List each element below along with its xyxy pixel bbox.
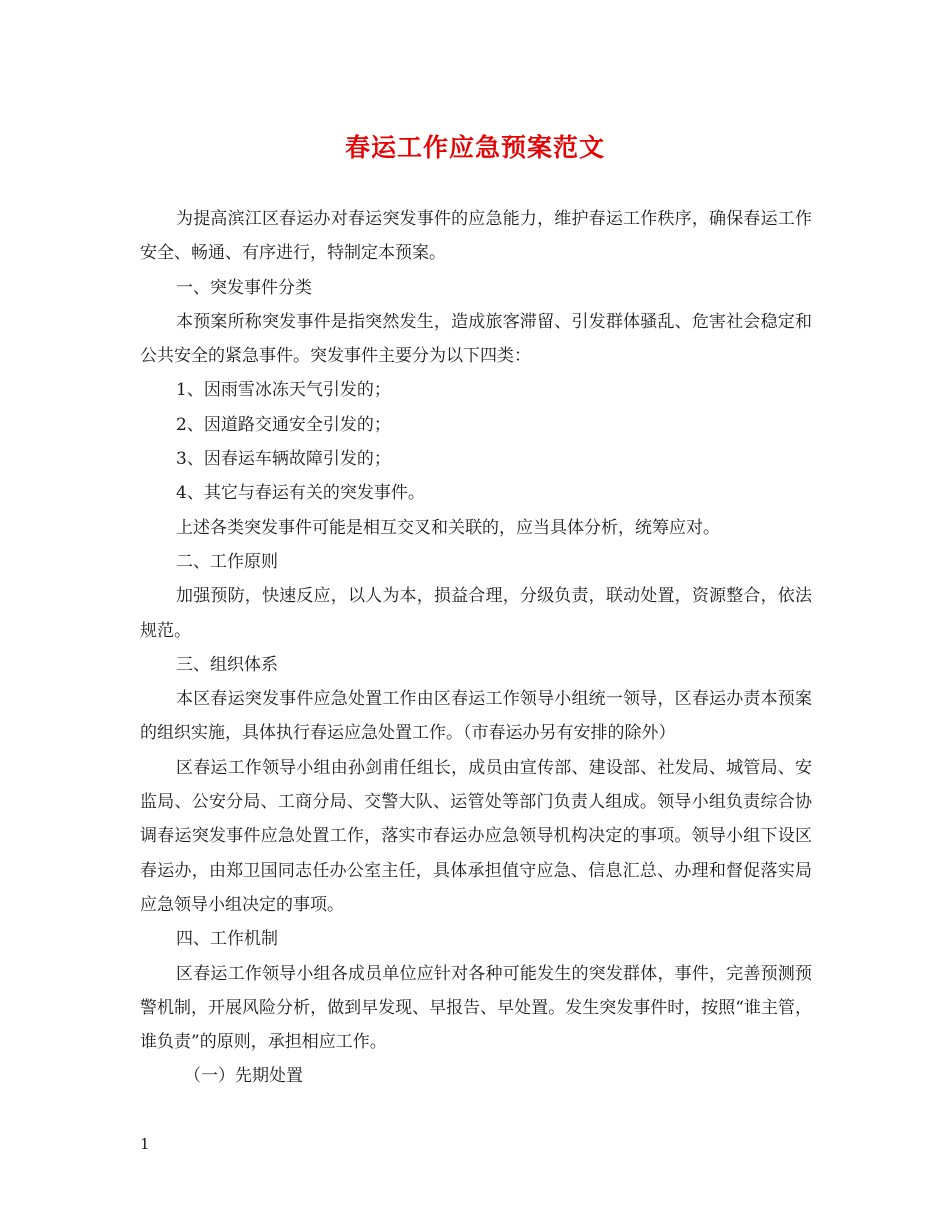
heading-initial-handling: （一）先期处置 [184,1066,303,1087]
document-body [140,202,812,1094]
heading-event-classification: 一、突发事件分类 [176,277,312,298]
paragraph-intro: 为提高滨江区春运办对春运突发事件的应急能力，维护春运工作秩序，确保春运工作安全、畅通、有序进行，特制定本预案。 [140,209,812,264]
paragraph-principles: 加强预防，快速反应，以人为本，损益合理，分级负责，联动处置，资源整合，依法规范。 [140,586,812,641]
list-item-2: 2、因道路交通安全引发的； [176,414,391,435]
page-number: 1 [140,1135,150,1153]
heading-organization: 三、组织体系 [176,654,278,675]
list-item-4: 4、其它与春运有关的突发事件。 [176,483,425,504]
paragraph-leadership-group: 区春运工作领导小组由孙剑甫任组长，成员由宣传部、建设部、社发局、城管局、安监局、公安分局、工商分局、交警大队、运管处等部门负责人组成。领导小组负责综合协调春运突发事件应急处置工作，落实市春运办应急领导机构决定的事项。领导小组下设区春运办，由郑卫国同志任办公室主任，具体承担值守应急、信息汇总、办理和督促落实局应急领导小组决定的事项。 [140,757,812,915]
list-item-1: 1、因雨雪冰冻天气引发的； [176,380,391,401]
paragraph-mechanism: 区春运工作领导小组各成员单位应针对各种可能发生的突发群体，事件，完善预测预警机制，开展风险分析，做到早发现、早报告、早处置。发生突发事件时，按照“谁主管，谁负责”的原则，承担相应工作。 [140,963,812,1053]
paragraph-event-definition: 本预案所称突发事件是指突然发生，造成旅客滞留、引发群体骚乱、危害社会稳定和公共安全的紧急事件。突发事件主要分为以下四类： [140,311,812,367]
heading-work-mechanism: 四、工作机制 [176,929,278,950]
list-item-3: 3、因春运车辆故障引发的； [176,449,391,470]
document-title: 春运工作应急预案范文 [344,133,605,162]
paragraph-analysis: 上述各类突发事件可能是相互交叉和关联的，应当具体分析，统筹应对。 [176,517,720,538]
heading-work-principles: 二、工作原则 [176,551,278,572]
paragraph-organization: 本区春运突发事件应急处置工作由区春运工作领导小组统一领导，区春运办责本预案的组织实施，具体执行春运应急处置工作。（市春运办另有安排的除外） [140,689,812,744]
